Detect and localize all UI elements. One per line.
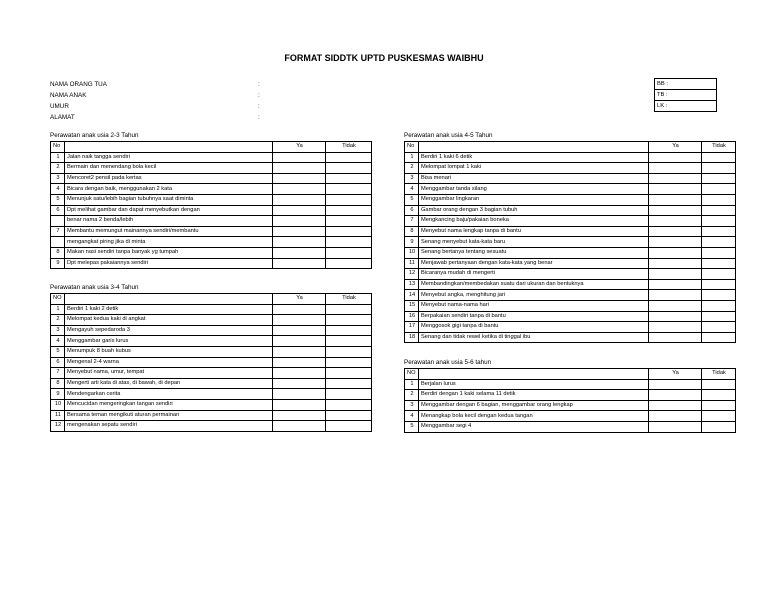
no-checkbox-cell[interactable] bbox=[326, 247, 372, 258]
table-row bbox=[405, 152, 736, 163]
table-row bbox=[51, 378, 372, 389]
row-number: 13 bbox=[405, 279, 419, 290]
row-number: 2 bbox=[405, 163, 419, 174]
row-number: 8 bbox=[405, 226, 419, 237]
row-number: 1 bbox=[405, 379, 419, 390]
header-activity bbox=[65, 294, 273, 305]
table-row bbox=[51, 346, 372, 357]
field-label: NAMA ORANG TUA bbox=[50, 81, 107, 88]
row-activity: Mendengarkan cerita bbox=[65, 389, 273, 400]
no-checkbox-cell[interactable] bbox=[326, 357, 372, 368]
header-no: No bbox=[51, 142, 65, 153]
table-row bbox=[51, 304, 372, 315]
no-checkbox-cell[interactable] bbox=[702, 332, 736, 343]
yes-checkbox-cell[interactable] bbox=[273, 346, 326, 357]
table-row bbox=[405, 400, 736, 411]
row-number: 6 bbox=[51, 205, 65, 216]
no-checkbox-cell[interactable] bbox=[326, 389, 372, 400]
table-header-row bbox=[405, 142, 736, 153]
table-row bbox=[51, 194, 372, 205]
table-row bbox=[51, 421, 372, 432]
row-activity: Bersama teman mengikuti aturan permainan bbox=[65, 410, 273, 421]
table-row bbox=[51, 389, 372, 400]
row-activity: Membantu memungut mainannya sendiri/membantu bbox=[65, 226, 273, 237]
table-row bbox=[405, 300, 736, 311]
weight-field[interactable]: BB : bbox=[655, 79, 717, 90]
header-no: NO bbox=[405, 369, 419, 380]
row-activity: Bicara dengan baik, menggunakan 2 kata bbox=[65, 184, 273, 195]
row-number: 16 bbox=[405, 311, 419, 322]
checklist-table bbox=[404, 141, 736, 343]
identity-row-child-name bbox=[50, 90, 260, 101]
field-label: UMUR bbox=[50, 103, 69, 110]
yes-checkbox-cell[interactable] bbox=[273, 247, 326, 258]
table-row bbox=[405, 184, 736, 195]
row-number: 17 bbox=[405, 322, 419, 333]
yes-checkbox-cell[interactable] bbox=[649, 390, 702, 401]
row-activity: Dpt melihat gambar dan dapat menyebutkan dengan bbox=[65, 205, 273, 216]
header-activity bbox=[65, 142, 273, 153]
identity-row-address bbox=[50, 112, 260, 123]
no-checkbox-cell[interactable] bbox=[702, 279, 736, 290]
yes-checkbox-cell[interactable] bbox=[649, 290, 702, 301]
row-number: 11 bbox=[405, 258, 419, 269]
no-checkbox-cell[interactable] bbox=[702, 390, 736, 401]
no-checkbox-cell[interactable] bbox=[326, 216, 372, 227]
table-row bbox=[51, 410, 372, 421]
row-activity: Jalan naik tangga sendiri bbox=[65, 152, 273, 163]
row-number: 2 bbox=[405, 390, 419, 401]
row-activity: benar nama 2 benda/lebih bbox=[65, 216, 273, 227]
no-checkbox-cell[interactable] bbox=[702, 226, 736, 237]
yes-checkbox-cell[interactable] bbox=[273, 194, 326, 205]
row-number bbox=[51, 216, 65, 227]
field-label: NAMA ANAK bbox=[50, 92, 87, 99]
row-activity: Membandingkan/membedakan suatu dari ukuran dan bentuknya bbox=[419, 279, 649, 290]
header-no: No bbox=[405, 142, 419, 153]
row-activity: Menggambar garis lurus bbox=[65, 336, 273, 347]
no-checkbox-cell[interactable] bbox=[702, 152, 736, 163]
no-checkbox-cell[interactable] bbox=[326, 237, 372, 248]
no-checkbox-cell[interactable] bbox=[702, 311, 736, 322]
table-row bbox=[51, 399, 372, 410]
no-checkbox-cell[interactable] bbox=[326, 368, 372, 379]
row-activity: Menggambar segi 4 bbox=[419, 421, 649, 432]
yes-checkbox-cell[interactable] bbox=[649, 269, 702, 280]
yes-checkbox-cell[interactable] bbox=[273, 152, 326, 163]
yes-checkbox-cell[interactable] bbox=[649, 152, 702, 163]
row-number: 11 bbox=[51, 410, 65, 421]
row-number: 3 bbox=[51, 325, 65, 336]
no-checkbox-cell[interactable] bbox=[702, 184, 736, 195]
row-number: 6 bbox=[51, 357, 65, 368]
row-number: 1 bbox=[51, 304, 65, 315]
row-activity: Menggambar dengan 6 bagian, menggambar orang lengkap bbox=[419, 400, 649, 411]
row-number bbox=[51, 237, 65, 248]
row-activity: Berpakaian sendiri tanpa di bantu bbox=[419, 311, 649, 322]
table-row bbox=[405, 173, 736, 184]
yes-checkbox-cell[interactable] bbox=[649, 411, 702, 422]
row-activity: Mengenal 2-4 warna bbox=[65, 357, 273, 368]
no-checkbox-cell[interactable] bbox=[326, 152, 372, 163]
row-activity: Menyebut nama-nama hari bbox=[419, 300, 649, 311]
row-activity: Mencucidan mengeringkan tangan sendiri bbox=[65, 399, 273, 410]
yes-checkbox-cell[interactable] bbox=[273, 357, 326, 368]
yes-checkbox-cell[interactable] bbox=[273, 226, 326, 237]
row-activity: Menunjuk satu/lebih bagian tubuhnya saat diminta bbox=[65, 194, 273, 205]
no-checkbox-cell[interactable] bbox=[702, 163, 736, 174]
row-activity: Berjalan lurus bbox=[419, 379, 649, 390]
checklist-table bbox=[404, 368, 736, 433]
table-row bbox=[51, 216, 372, 227]
yes-checkbox-cell[interactable] bbox=[649, 216, 702, 227]
row-activity: Menggambar lingkaran bbox=[419, 194, 649, 205]
header-activity bbox=[419, 142, 649, 153]
header-yes: Ya bbox=[649, 142, 702, 153]
row-number: 8 bbox=[51, 378, 65, 389]
table-row bbox=[405, 205, 736, 216]
yes-checkbox-cell[interactable] bbox=[649, 226, 702, 237]
table-row bbox=[51, 173, 372, 184]
table-row bbox=[51, 368, 372, 379]
header-no-answer: Tidak bbox=[702, 369, 736, 380]
no-checkbox-cell[interactable] bbox=[702, 173, 736, 184]
row-number: 3 bbox=[405, 400, 419, 411]
row-activity: Mengayuh sepedaroda 3 bbox=[65, 325, 273, 336]
row-number: 1 bbox=[51, 152, 65, 163]
row-activity: Menangkap bola kecil dengan kedua tangan bbox=[419, 411, 649, 422]
table-row bbox=[405, 290, 736, 301]
row-activity: Berdiri 1 kaki 6 detik bbox=[419, 152, 649, 163]
row-activity: Bermain dan menendang bola kecil bbox=[65, 163, 273, 174]
table-row bbox=[405, 311, 736, 322]
yes-checkbox-cell[interactable] bbox=[649, 194, 702, 205]
row-number: 9 bbox=[51, 389, 65, 400]
yes-checkbox-cell[interactable] bbox=[649, 247, 702, 258]
table-row bbox=[405, 237, 736, 248]
row-activity: Berdiri dengan 1 kaki selama 11 detik bbox=[419, 390, 649, 401]
no-checkbox-cell[interactable] bbox=[326, 194, 372, 205]
section-title: Perawatan anak usia 3-4 Tahun bbox=[50, 284, 139, 291]
no-checkbox-cell[interactable] bbox=[326, 410, 372, 421]
table-row bbox=[405, 216, 736, 227]
checklist-table bbox=[50, 293, 372, 432]
yes-checkbox-cell[interactable] bbox=[649, 300, 702, 311]
table-row bbox=[51, 336, 372, 347]
row-number: 7 bbox=[405, 216, 419, 227]
checklist-table bbox=[50, 141, 372, 269]
row-number: 12 bbox=[405, 269, 419, 280]
row-activity: Makan nasi sendiri tanpa banyak yg tumpah bbox=[65, 247, 273, 258]
head-circumference-field[interactable]: LK : bbox=[655, 101, 717, 112]
row-activity: Bisa menari bbox=[419, 173, 649, 184]
table-row bbox=[51, 247, 372, 258]
section-age-4-5 bbox=[404, 131, 736, 343]
no-checkbox-cell[interactable] bbox=[326, 163, 372, 174]
no-checkbox-cell[interactable] bbox=[326, 173, 372, 184]
no-checkbox-cell[interactable] bbox=[326, 304, 372, 315]
table-row bbox=[405, 258, 736, 269]
row-activity: Menumpuk 8 buah kubus bbox=[65, 346, 273, 357]
yes-checkbox-cell[interactable] bbox=[273, 336, 326, 347]
table-row bbox=[51, 325, 372, 336]
table-row bbox=[51, 258, 372, 269]
row-activity: Senang menyebut kata-kata baru bbox=[419, 237, 649, 248]
table-row bbox=[405, 379, 736, 390]
no-checkbox-cell[interactable] bbox=[326, 325, 372, 336]
row-number: 6 bbox=[405, 205, 419, 216]
field-separator: : bbox=[258, 103, 260, 110]
header-no-answer: Tidak bbox=[702, 142, 736, 153]
section-title: Perawatan anak usia 5-6 tahun bbox=[404, 359, 492, 366]
measurement-box bbox=[654, 78, 717, 112]
no-checkbox-cell[interactable] bbox=[702, 379, 736, 390]
row-number: 1 bbox=[405, 152, 419, 163]
section-age-2-3 bbox=[50, 131, 372, 269]
row-number: 3 bbox=[51, 173, 65, 184]
yes-checkbox-cell[interactable] bbox=[649, 421, 702, 432]
row-number: 3 bbox=[405, 173, 419, 184]
row-activity: Menggosok gigi tanpa di bantu bbox=[419, 322, 649, 333]
header-activity bbox=[419, 369, 649, 380]
no-checkbox-cell[interactable] bbox=[326, 315, 372, 326]
row-activity: Mencoret2 pensil pada kertas bbox=[65, 173, 273, 184]
yes-checkbox-cell[interactable] bbox=[273, 315, 326, 326]
section-age-5-6 bbox=[404, 358, 736, 433]
section-title: Perawatan anak usia 4-5 Tahun bbox=[404, 132, 493, 139]
table-row bbox=[51, 237, 372, 248]
yes-checkbox-cell[interactable] bbox=[273, 205, 326, 216]
yes-checkbox-cell[interactable] bbox=[649, 332, 702, 343]
table-row bbox=[51, 226, 372, 237]
table-row bbox=[405, 411, 736, 422]
no-checkbox-cell[interactable] bbox=[326, 421, 372, 432]
table-row bbox=[405, 194, 736, 205]
yes-checkbox-cell[interactable] bbox=[649, 258, 702, 269]
yes-checkbox-cell[interactable] bbox=[649, 311, 702, 322]
height-field[interactable]: TB : bbox=[655, 90, 717, 101]
header-no-answer: Tidak bbox=[326, 294, 372, 305]
no-checkbox-cell[interactable] bbox=[326, 184, 372, 195]
row-number: 4 bbox=[51, 184, 65, 195]
yes-checkbox-cell[interactable] bbox=[649, 279, 702, 290]
field-separator: : bbox=[258, 114, 260, 121]
no-checkbox-cell[interactable] bbox=[702, 411, 736, 422]
table-row bbox=[51, 357, 372, 368]
row-activity: Mengerti arti kata di atas, di bawah, di depan bbox=[65, 378, 273, 389]
no-checkbox-cell[interactable] bbox=[702, 194, 736, 205]
table-row bbox=[405, 332, 736, 343]
row-number: 4 bbox=[51, 336, 65, 347]
yes-checkbox-cell[interactable] bbox=[273, 258, 326, 269]
yes-checkbox-cell[interactable] bbox=[273, 421, 326, 432]
header-no: NO bbox=[51, 294, 65, 305]
yes-checkbox-cell[interactable] bbox=[649, 379, 702, 390]
table-row bbox=[51, 163, 372, 174]
row-activity: mengenakan sepatu sendiri bbox=[65, 421, 273, 432]
no-checkbox-cell[interactable] bbox=[702, 400, 736, 411]
field-separator: : bbox=[258, 81, 260, 88]
no-checkbox-cell[interactable] bbox=[326, 346, 372, 357]
no-checkbox-cell[interactable] bbox=[326, 399, 372, 410]
row-number: 8 bbox=[51, 247, 65, 258]
field-label: ALAMAT bbox=[50, 114, 75, 121]
row-activity: mengangkat piring jika di minta bbox=[65, 237, 273, 248]
field-separator: : bbox=[258, 92, 260, 99]
table-row bbox=[51, 152, 372, 163]
row-number: 9 bbox=[405, 237, 419, 248]
table-row bbox=[51, 205, 372, 216]
no-checkbox-cell[interactable] bbox=[702, 205, 736, 216]
table-row bbox=[405, 247, 736, 258]
header-yes: Ya bbox=[273, 294, 326, 305]
row-number: 5 bbox=[51, 346, 65, 357]
yes-checkbox-cell[interactable] bbox=[649, 237, 702, 248]
row-number: 4 bbox=[405, 411, 419, 422]
identity-fields bbox=[50, 79, 260, 123]
row-number: 10 bbox=[405, 247, 419, 258]
row-number: 5 bbox=[405, 194, 419, 205]
yes-checkbox-cell[interactable] bbox=[273, 389, 326, 400]
row-activity: Menyebut angka, menghitung jari bbox=[419, 290, 649, 301]
table-header-row bbox=[51, 142, 372, 153]
yes-checkbox-cell[interactable] bbox=[649, 400, 702, 411]
no-checkbox-cell[interactable] bbox=[702, 421, 736, 432]
table-row bbox=[51, 184, 372, 195]
row-number: 2 bbox=[51, 315, 65, 326]
yes-checkbox-cell[interactable] bbox=[273, 410, 326, 421]
row-activity: Berdiri 1 kaki 2 detik bbox=[65, 304, 273, 315]
yes-checkbox-cell[interactable] bbox=[649, 205, 702, 216]
no-checkbox-cell[interactable] bbox=[326, 336, 372, 347]
yes-checkbox-cell[interactable] bbox=[273, 368, 326, 379]
row-number: 9 bbox=[51, 258, 65, 269]
row-activity: Senang bertanya tentang sesuatu bbox=[419, 247, 649, 258]
table-row bbox=[405, 226, 736, 237]
row-number: 5 bbox=[405, 421, 419, 432]
no-checkbox-cell[interactable] bbox=[702, 247, 736, 258]
table-header-row bbox=[405, 369, 736, 380]
header-no-answer: Tidak bbox=[326, 142, 372, 153]
yes-checkbox-cell[interactable] bbox=[273, 184, 326, 195]
page-title: FORMAT SIDDTK UPTD PUSKESMAS WAIBHU bbox=[284, 53, 484, 63]
header-yes: Ya bbox=[273, 142, 326, 153]
row-number: 7 bbox=[51, 226, 65, 237]
row-activity: Menjawab pertanyaan dengan kata-kata yang benar bbox=[419, 258, 649, 269]
row-activity: Mengkancing baju/pakaian boneka bbox=[419, 216, 649, 227]
row-number: 7 bbox=[51, 368, 65, 379]
yes-checkbox-cell[interactable] bbox=[649, 184, 702, 195]
row-activity: Senang dan tidak rewel ketika di tinggal ibu bbox=[419, 332, 649, 343]
yes-checkbox-cell[interactable] bbox=[273, 399, 326, 410]
no-checkbox-cell[interactable] bbox=[326, 258, 372, 269]
row-number: 2 bbox=[51, 163, 65, 174]
table-row bbox=[51, 315, 372, 326]
no-checkbox-cell[interactable] bbox=[702, 237, 736, 248]
yes-checkbox-cell[interactable] bbox=[273, 325, 326, 336]
yes-checkbox-cell[interactable] bbox=[273, 163, 326, 174]
identity-row-parent-name bbox=[50, 79, 260, 90]
yes-checkbox-cell[interactable] bbox=[273, 173, 326, 184]
row-activity: Melompat kedua kaki di angkat bbox=[65, 315, 273, 326]
no-checkbox-cell[interactable] bbox=[702, 322, 736, 333]
row-number: 12 bbox=[51, 421, 65, 432]
table-header-row bbox=[51, 294, 372, 305]
row-activity: Gambar orang dengan 3 bagian tubuh bbox=[419, 205, 649, 216]
table-row bbox=[405, 421, 736, 432]
row-activity: Menyebut nama lengkap tanpa di bantu bbox=[419, 226, 649, 237]
table-row bbox=[405, 390, 736, 401]
row-activity: Menyebut nama, umur, tempat bbox=[65, 368, 273, 379]
no-checkbox-cell[interactable] bbox=[702, 258, 736, 269]
table-row bbox=[405, 269, 736, 280]
row-number: 15 bbox=[405, 300, 419, 311]
row-number: 4 bbox=[405, 184, 419, 195]
row-activity: Menggambar tanda silang bbox=[419, 184, 649, 195]
yes-checkbox-cell[interactable] bbox=[649, 173, 702, 184]
yes-checkbox-cell[interactable] bbox=[273, 304, 326, 315]
section-title: Perawatan anak usia 2-3 Tahun bbox=[50, 132, 139, 139]
no-checkbox-cell[interactable] bbox=[326, 378, 372, 389]
row-activity: Melompat lompat 1 kaki bbox=[419, 163, 649, 174]
table-row bbox=[405, 322, 736, 333]
row-activity: Dpt melepas pakaiannya sendiri bbox=[65, 258, 273, 269]
section-age-3-4 bbox=[50, 283, 372, 432]
table-row bbox=[405, 279, 736, 290]
table-row bbox=[405, 163, 736, 174]
header-yes: Ya bbox=[649, 369, 702, 380]
yes-checkbox-cell[interactable] bbox=[649, 322, 702, 333]
no-checkbox-cell[interactable] bbox=[326, 226, 372, 237]
yes-checkbox-cell[interactable] bbox=[273, 216, 326, 227]
row-number: 14 bbox=[405, 290, 419, 301]
no-checkbox-cell[interactable] bbox=[702, 216, 736, 227]
no-checkbox-cell[interactable] bbox=[326, 205, 372, 216]
row-number: 5 bbox=[51, 194, 65, 205]
no-checkbox-cell[interactable] bbox=[702, 269, 736, 280]
no-checkbox-cell[interactable] bbox=[702, 300, 736, 311]
row-number: 10 bbox=[51, 399, 65, 410]
no-checkbox-cell[interactable] bbox=[702, 290, 736, 301]
row-number: 18 bbox=[405, 332, 419, 343]
yes-checkbox-cell[interactable] bbox=[649, 163, 702, 174]
identity-row-age bbox=[50, 101, 260, 112]
yes-checkbox-cell[interactable] bbox=[273, 378, 326, 389]
yes-checkbox-cell[interactable] bbox=[273, 237, 326, 248]
row-activity: Bicaranya mudah di mengerti bbox=[419, 269, 649, 280]
